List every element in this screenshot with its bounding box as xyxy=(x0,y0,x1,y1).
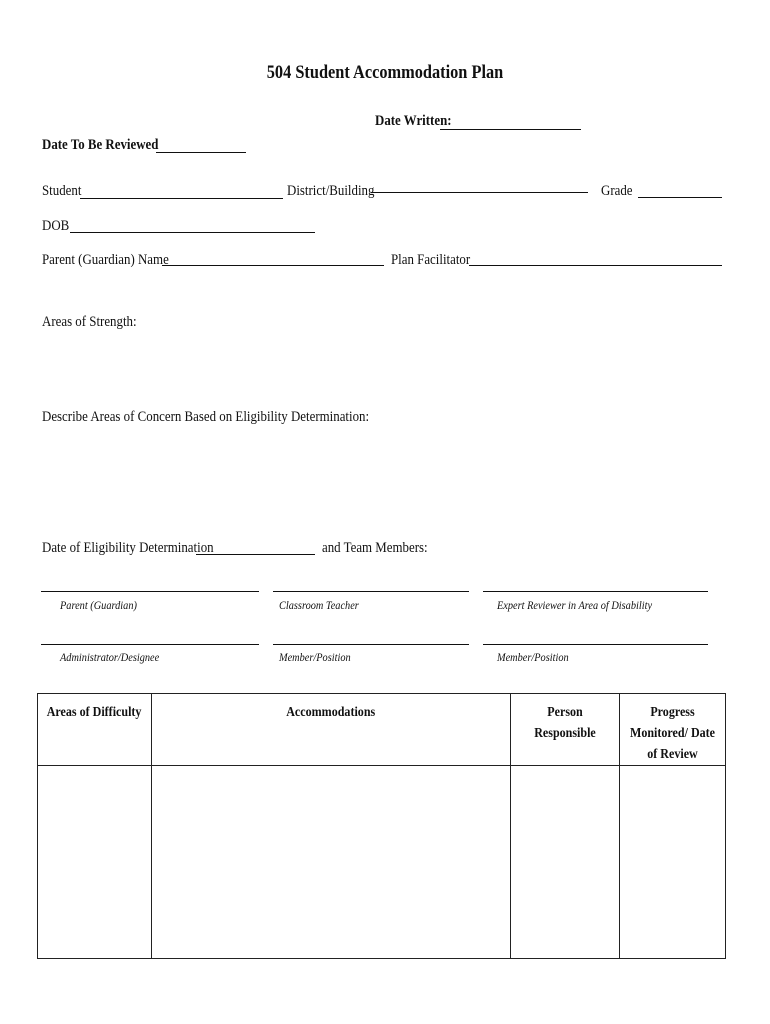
table-header-row xyxy=(38,694,726,766)
parent-guardian-signature-line[interactable] xyxy=(41,591,259,592)
dob-label: DOB xyxy=(42,218,70,234)
table-row xyxy=(38,766,726,959)
accommodation-table xyxy=(37,693,726,959)
plan-facilitator-field[interactable] xyxy=(469,265,722,266)
date-to-be-reviewed-label: Date To Be Reviewed xyxy=(42,137,159,153)
member-position-caption-2: Member/Position xyxy=(497,650,569,664)
page-title: 504 Student Accommodation Plan xyxy=(266,62,504,83)
grade-label: Grade xyxy=(601,183,633,199)
grade-field[interactable] xyxy=(638,197,722,198)
classroom-teacher-caption: Classroom Teacher xyxy=(279,598,359,612)
person-responsible-header: Person Responsible xyxy=(511,694,620,766)
student-label: Student xyxy=(42,183,82,199)
district-building-label: District/Building xyxy=(287,183,375,199)
date-written-label: Date Written: xyxy=(375,113,452,129)
eligibility-date-label: Date of Eligibility Determination xyxy=(42,540,214,556)
student-field[interactable] xyxy=(80,198,283,199)
parent-guardian-caption: Parent (Guardian) xyxy=(60,598,137,612)
administrator-signature-line[interactable] xyxy=(41,644,259,645)
dob-field[interactable] xyxy=(70,232,315,233)
classroom-teacher-signature-line[interactable] xyxy=(273,591,469,592)
administrator-caption: Administrator/Designee xyxy=(60,650,160,664)
district-building-field[interactable] xyxy=(371,192,588,193)
date-to-be-reviewed-field[interactable] xyxy=(156,152,246,153)
member-position-signature-line-2[interactable] xyxy=(483,644,708,645)
areas-of-difficulty-header: Areas of Difficulty xyxy=(38,694,152,766)
progress-monitored-cell[interactable] xyxy=(620,766,726,959)
member-position-signature-line-1[interactable] xyxy=(273,644,469,645)
progress-monitored-header: Progress Monitored/ Date of Review xyxy=(620,694,726,766)
date-written-field[interactable] xyxy=(440,129,581,130)
areas-of-concern-label: Describe Areas of Concern Based on Eligibility Determination: xyxy=(42,409,370,425)
accommodations-header: Accommodations xyxy=(152,694,511,766)
member-position-caption-1: Member/Position xyxy=(279,650,351,664)
expert-reviewer-signature-line[interactable] xyxy=(483,591,708,592)
parent-name-label: Parent (Guardian) Name xyxy=(42,252,169,268)
expert-reviewer-caption: Expert Reviewer in Area of Disability xyxy=(497,598,653,612)
person-responsible-cell[interactable] xyxy=(511,766,620,959)
areas-of-strength-label: Areas of Strength: xyxy=(42,314,137,330)
eligibility-date-field[interactable] xyxy=(196,554,315,555)
plan-facilitator-label: Plan Facilitator xyxy=(391,252,471,268)
areas-of-difficulty-cell[interactable] xyxy=(38,766,152,959)
accommodations-cell[interactable] xyxy=(152,766,511,959)
team-members-label: and Team Members: xyxy=(322,540,428,556)
parent-name-field[interactable] xyxy=(162,265,384,266)
